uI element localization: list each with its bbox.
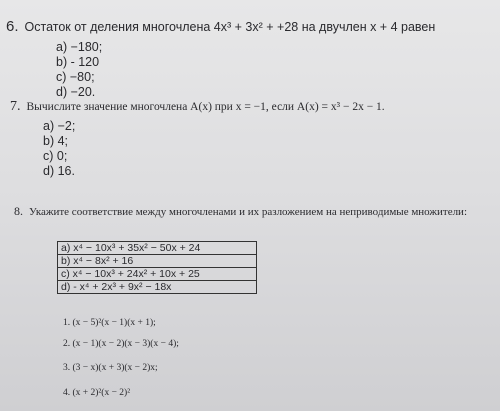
question-7-title: [10, 99, 385, 115]
polynomial-b: b) x⁴ − 8x² + 16: [58, 255, 257, 268]
question-7-option-b: b) 4;: [43, 134, 69, 148]
question-8-title: [14, 205, 474, 219]
question-6-text: Остаток от деления многочлена 4x³ + 3x² + +28 на двучлен x + 4 равен: [24, 20, 436, 34]
polynomial-d: d) - x⁴ + 2x³ + 9x² − 18x: [58, 281, 257, 294]
polynomial-table: [57, 241, 257, 294]
factorization-1: 1. (x − 5)²(x − 1)(x + 1);: [63, 318, 156, 328]
question-8-text: Укажите соответствие между многочленами и их разложением на неприводимые множители:: [29, 206, 468, 218]
question-6-option-d: d) −20.: [56, 85, 96, 99]
question-6-option-a: a) −180;: [56, 40, 103, 54]
factorization-2: 2. (x − 1)(x − 2)(x − 3)(x − 4);: [63, 339, 179, 349]
question-6-option-c: c) −80;: [56, 70, 95, 84]
question-6-number: 6.: [6, 18, 19, 35]
table-row: [58, 268, 257, 281]
factorization-3: 3. (3 − x)(x + 3)(x − 2)x;: [63, 363, 158, 373]
table-row: [58, 281, 257, 294]
question-8-number: 8.: [14, 204, 23, 218]
question-6-option-b: b) - 120: [56, 55, 100, 69]
factorization-4: 4. (x + 2)²(x − 2)²: [63, 388, 131, 398]
table-row: [58, 242, 257, 255]
question-7-option-c: c) 0;: [43, 149, 68, 163]
question-6-title: [6, 18, 435, 35]
question-7-option-a: a) −2;: [43, 119, 76, 133]
polynomial-a: a) x⁴ − 10x³ + 35x² − 50x + 24: [58, 242, 257, 255]
polynomial-c: c) x⁴ − 10x³ + 24x² + 10x + 25: [58, 268, 257, 281]
question-7-number: 7.: [10, 99, 21, 114]
table-row: [58, 255, 257, 268]
question-7-text: Вычислите значение многочлена A(x) при x = −1, если A(x) = x³ − 2x − 1.: [26, 101, 385, 113]
question-7-option-d: d) 16.: [43, 164, 75, 178]
